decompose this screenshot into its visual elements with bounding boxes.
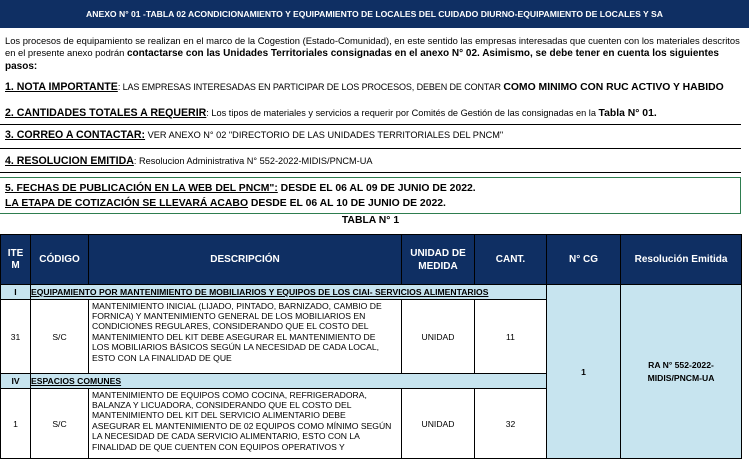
row-codigo: S/C — [31, 300, 89, 374]
resolucion-text: : Resolucion Administrativa N° 552-2022-MIDIS/PNCM-UA — [133, 156, 373, 166]
document-title: ANEXO N° 01 -TABLA 02 ACONDICIONAMIENTO Y EQUIPAMIENTO DE LOCALES DEL CUIDADO DIURNO-EQUIPAMIENTO DE LOCALES Y SA — [86, 9, 663, 19]
nota-bold: COMO MÍNIMO CON RUC ACTIVO Y HABIDO — [503, 82, 724, 93]
row-descripcion — [89, 389, 402, 459]
section-name: EQUIPAMIENTO POR MANTENIMIENTO DE MOBILIARIOS Y EQUIPOS DE LOS CIAI- SERVICIOS ALIMENTARIOS — [31, 285, 547, 300]
intro-text: Los procesos de equipamiento se realizan en el marco de la Cogestion (Estado-Comunidad), en este sentido las empresas interesadas que cuenten con los materiales descritos en el presente anexo podrán — [5, 35, 740, 58]
intro-bold-text: contactarse con las Unidades Territoriales consignadas en el anexo N° 02. Asimismo, se debe tener en cuenta los siguientes pasos: — [5, 48, 719, 72]
table-header-row — [1, 235, 742, 285]
divider — [0, 148, 741, 149]
divider — [0, 124, 741, 125]
resolucion-label: 4. RESOLUCIÓN EMITIDA — [5, 156, 134, 167]
section-number: IV — [1, 374, 31, 389]
resolucion-value — [621, 285, 742, 459]
section-row — [1, 285, 742, 300]
row-item: 31 — [1, 300, 31, 374]
step-cantidades — [5, 108, 745, 119]
section-name: ESPACIOS COMUNES — [31, 374, 547, 389]
divider — [0, 172, 741, 173]
row-codigo: S/C — [31, 389, 89, 459]
publication-dates — [5, 183, 476, 194]
header-resolucion: Resolución Emitida — [621, 235, 742, 285]
row-unidad: UNIDAD — [402, 389, 475, 459]
header-ncg: N° CG — [547, 235, 621, 285]
resolucion-value-text: RA N° 552-2022-MIDIS/PNCM-UA — [647, 359, 715, 383]
cotizacion-text: DESDE EL 06 AL 10 DE JUNIO DE 2022. — [248, 198, 446, 209]
intro-paragraph — [5, 35, 743, 73]
header-item: ITEM — [1, 235, 31, 285]
row-descripcion — [89, 300, 402, 374]
header-descripcion: DESCRIPCIÓN — [89, 235, 402, 285]
correo-label: 3. CORREO A CONTACTAR: — [5, 130, 146, 141]
table-title: TABLA N° 1 — [341, 215, 400, 226]
quotation-dates — [5, 198, 446, 209]
cotizacion-label: LA ETAPA DE COTIZACIÓN SE LLEVARÁ ACABO — [5, 198, 249, 209]
step-resolucion — [5, 156, 745, 167]
row-cant: 11 — [475, 300, 547, 374]
header-cant: CANT. — [475, 235, 547, 285]
row-descripcion-text: MANTENIMIENTO DE EQUIPOS COMO COCINA, REFRIGERADORA, BALANZA Y LICUADORA, CONSIDERANDO QUE EL COSTO DEL MANTENIMIENTO DEL KIT DEL SERVICIO ALIMENTARIO DEBE ASEGURAR EL MANTENIMIENTO DE 02 EQUIPOS COMO MÍNIMO SEGÚN LA NECESIDAD DE CADA SERVICIO ALIMENTARIO, ESTO CON LA FINALIDAD DE QUE CUENTEN CON EQUIPOS OPERATIVOS Y — [92, 389, 392, 452]
row-item: 1 — [1, 389, 31, 459]
document-header — [0, 0, 749, 28]
step-correo — [5, 130, 745, 141]
section-number: I — [1, 285, 31, 300]
step-nota-importante — [5, 82, 745, 93]
divider — [0, 213, 741, 214]
publicacion-label: 5. FECHAS DE PUBLICACIÓN EN LA WEB DEL PNCM": — [5, 183, 278, 194]
row-descripcion-text: MANTENIMIENTO INICIAL (LIJADO, PINTADO, BARNIZADO, CAMBIO DE FORNICA) Y MANTENIMIENTO GENERAL DE LOS MOBILIARIOS EN CONDICIONES REGULARES, CONSIDERANDO QUE EL COSTO DEL MANTENIMIENTO DEL KIT DEBE ASEGURAR EL MANTENIMIENTO DE LOS MOBILIARIOS BÁSICOS SEGÚN LA NECESIDAD DE CADA LOCAL, ESTO CON LA FINALIDAD DE QUE — [92, 300, 382, 363]
cantidades-bold: Tabla N° 01. — [598, 108, 657, 119]
header-codigo: CÓDIGO — [31, 235, 89, 285]
publicacion-text: DESDE EL 06 AL 09 DE JUNIO DE 2022. — [277, 183, 476, 194]
correo-text: VER ANEXO N° 02 "DIRECTORIO DE LAS UNIDADES TERRITORIALES DEL PNCM" — [145, 130, 504, 140]
ncg-value: 1 — [547, 285, 621, 459]
cantidades-text: : Los tipos de materiales y servicios a requerir por Comités de Gestión de las consignadas en la — [206, 108, 599, 118]
row-unidad: UNIDAD — [402, 300, 475, 374]
cantidades-label: 2. CANTIDADES TOTALES A REQUERIR — [5, 108, 207, 119]
equipment-table — [0, 234, 742, 459]
nota-text: : LAS EMPRESAS INTERESADAS EN PARTICIPAR DE LOS PROCESOS, DEBEN DE CONTAR — [117, 82, 504, 92]
header-unidad: UNIDAD DE MEDIDA — [402, 235, 475, 285]
nota-label: 1. NOTA IMPORTANTE — [5, 82, 118, 93]
row-cant: 32 — [475, 389, 547, 459]
